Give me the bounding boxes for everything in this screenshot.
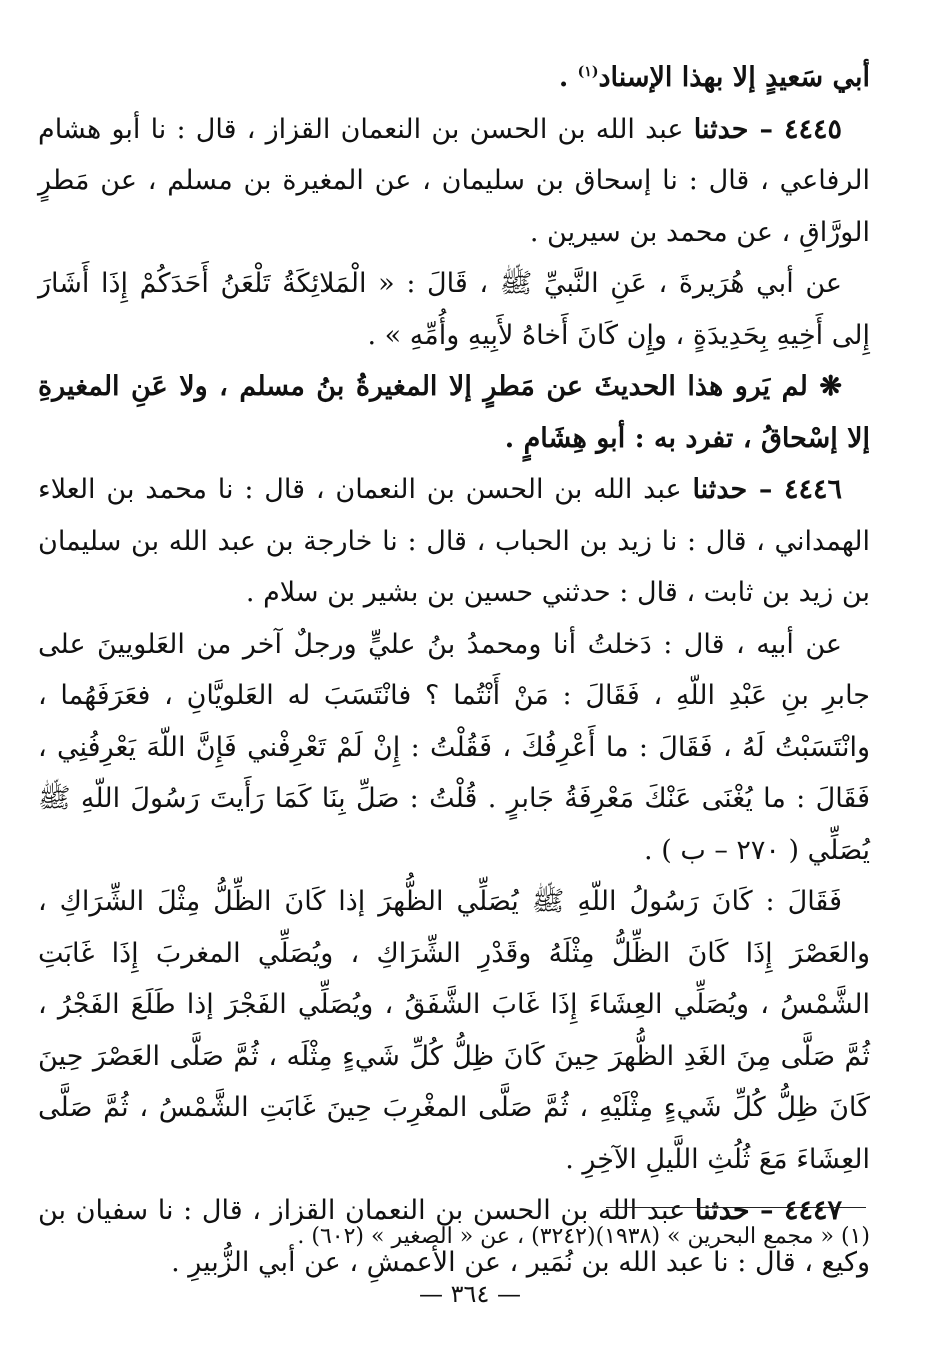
hadith-number: ٤٤٤٦ – حدثنا [692, 474, 842, 505]
page-number: — ٣٦٤ — [419, 1280, 521, 1308]
hadith-number: ٤٤٤٧ – حدثنا [694, 1195, 842, 1226]
hadith-4445-matn: عن أبي هُرَيرةَ ، عَنِ النَّبيِّ ﷺ ، قَالَ : « الْمَلائِكَةُ تَلْعَنُ أَحَدَكُمْ إِذَا أَشَارَ إِلى أَخِيهِ بِحَدِيدَةٍ ، وإِن كَانَ أَخاهُ لأَبِيهِ وأُمِّهِ » . [38, 268, 870, 351]
footnote-divider [606, 1207, 866, 1208]
hadith-4446-matn-2: فَقَالَ : كَانَ رَسُولُ اللّهِ ﷺ يُصَلِّي الظُّهرَ إذا كَانَ الظِّلُّ مِثْلَ الشِّرَاكِ ، والعَصْرَ إِذَا كَانَ الظِّلُّ مِثْلَهُ وقَدْرِ الشِّرَاكِ ، ويُصَلِّي المغربَ إِذَا غَابَتِ الشَّمْسُ ، ويُصَلِّي العِشَاءَ إِذَا غَابَ الشَّفَقُ ، ويُصَلِّي الفَجْرَ إذا طَلَعَ الفَجْرُ ، ثُمَّ صَلَّى مِنَ الغَدِ الظُّهرَ حِينَ كَانَ ظِلُّ كُلِّ شَيءٍ مِثْلَه ، ثُمَّ صَلَّى العَصْرَ حِينَ كَانَ ظِلُّ كُلِّ شَيءٍ مِثْلَيْهِ ، ثُمَّ صَلَّى المغْرِبَ حِينَ غَابَتِ الشَّمْسُ ، ثُمَّ صَلَّى العِشَاءَ مَعَ ثُلُثِ اللَّيلِ الآخِرِ . [38, 886, 870, 1175]
intro-text: أبي سَعيدٍ إلا بهذا الإسناد [598, 62, 870, 93]
isnad-text: عبد الله بن الحسن بن النعمان ، قال : نا محمد بن العلاء الهمداني ، قال : نا زيد بن الحباب ، قال : نا خارجة بن عبد الله بن سليمان بن زيد بن ثابت ، قال : حدثني حسين بن بشير بن سلام . [38, 474, 870, 608]
hadith-4445-note: ❋ لم يَرو هذا الحديثَ عن مَطرٍ إلا المغيرةُ بنُ مسلم ، ولا عَنِ المغيرةِ إلا إسْحاقُ ، تفرد به : أبو هِشَامٍ . [38, 371, 870, 454]
hadith-4446-isnad [38, 464, 870, 619]
footnote: (١) « مجمع البحرين » (١٩٣٨)(٣٢٤٢) ، عن « الصغير » (٦٠٢) . [297, 1224, 870, 1249]
hadith-4445-isnad [38, 104, 870, 259]
isnad-text: عبد الله بن الحسن بن النعمان القزاز ، قال : نا سفيان بن وكيع ، قال : نا عبد الله بن نُمَير ، عن الأعمشِ ، عن أبي الزُّبيرِ . [38, 1195, 870, 1278]
intro-line [38, 52, 870, 104]
hadith-number: ٤٤٤٥ – حدثنا [693, 113, 842, 145]
main-text [38, 52, 870, 1288]
isnad-text: عبد الله بن الحسن بن النعمان القزاز ، قال : نا أبو هشام الرفاعي ، قال : نا إسحاق بن سليمان ، عن المغيرة بن مسلم ، عن مَطرٍ الورَّاقِ ، عن محمد بن سيرين . [38, 113, 870, 248]
intro-end: . [558, 62, 578, 93]
hadith-4446-matn-1: عن أبيه ، قال : دَخلتُ أنا ومحمدُ بنُ عليٍّ ورجلٌ آخر من العَلويينَ على جابرِ بنِ عَبْدِ اللّهِ ، فَقَالَ : مَنْ أَنْتُما ؟ فانْتَسَبَ له العَلويَّانِ ، فعَرَفَهُما ، وانْتَسَبْتُ لَهُ ، فَقَالَ : ما أَعْرِفُكَ ، فَقُلْتُ : إِنْ لَمْ تَعْرِفْني فَإِنَّ اللّهَ يَعْرِفُنِي ، فَقَالَ : ما يُغْنَى عَنْكَ مَعْرِفَةُ جَابرٍ . قُلْتُ : صَلِّ بِنَا كَمَا رَأَيتَ رَسُولَ اللّهِ ﷺ يُصَلِّي ( ٢٧٠ – ب ) . [38, 628, 870, 866]
footnote-ref: (١) [577, 64, 599, 80]
